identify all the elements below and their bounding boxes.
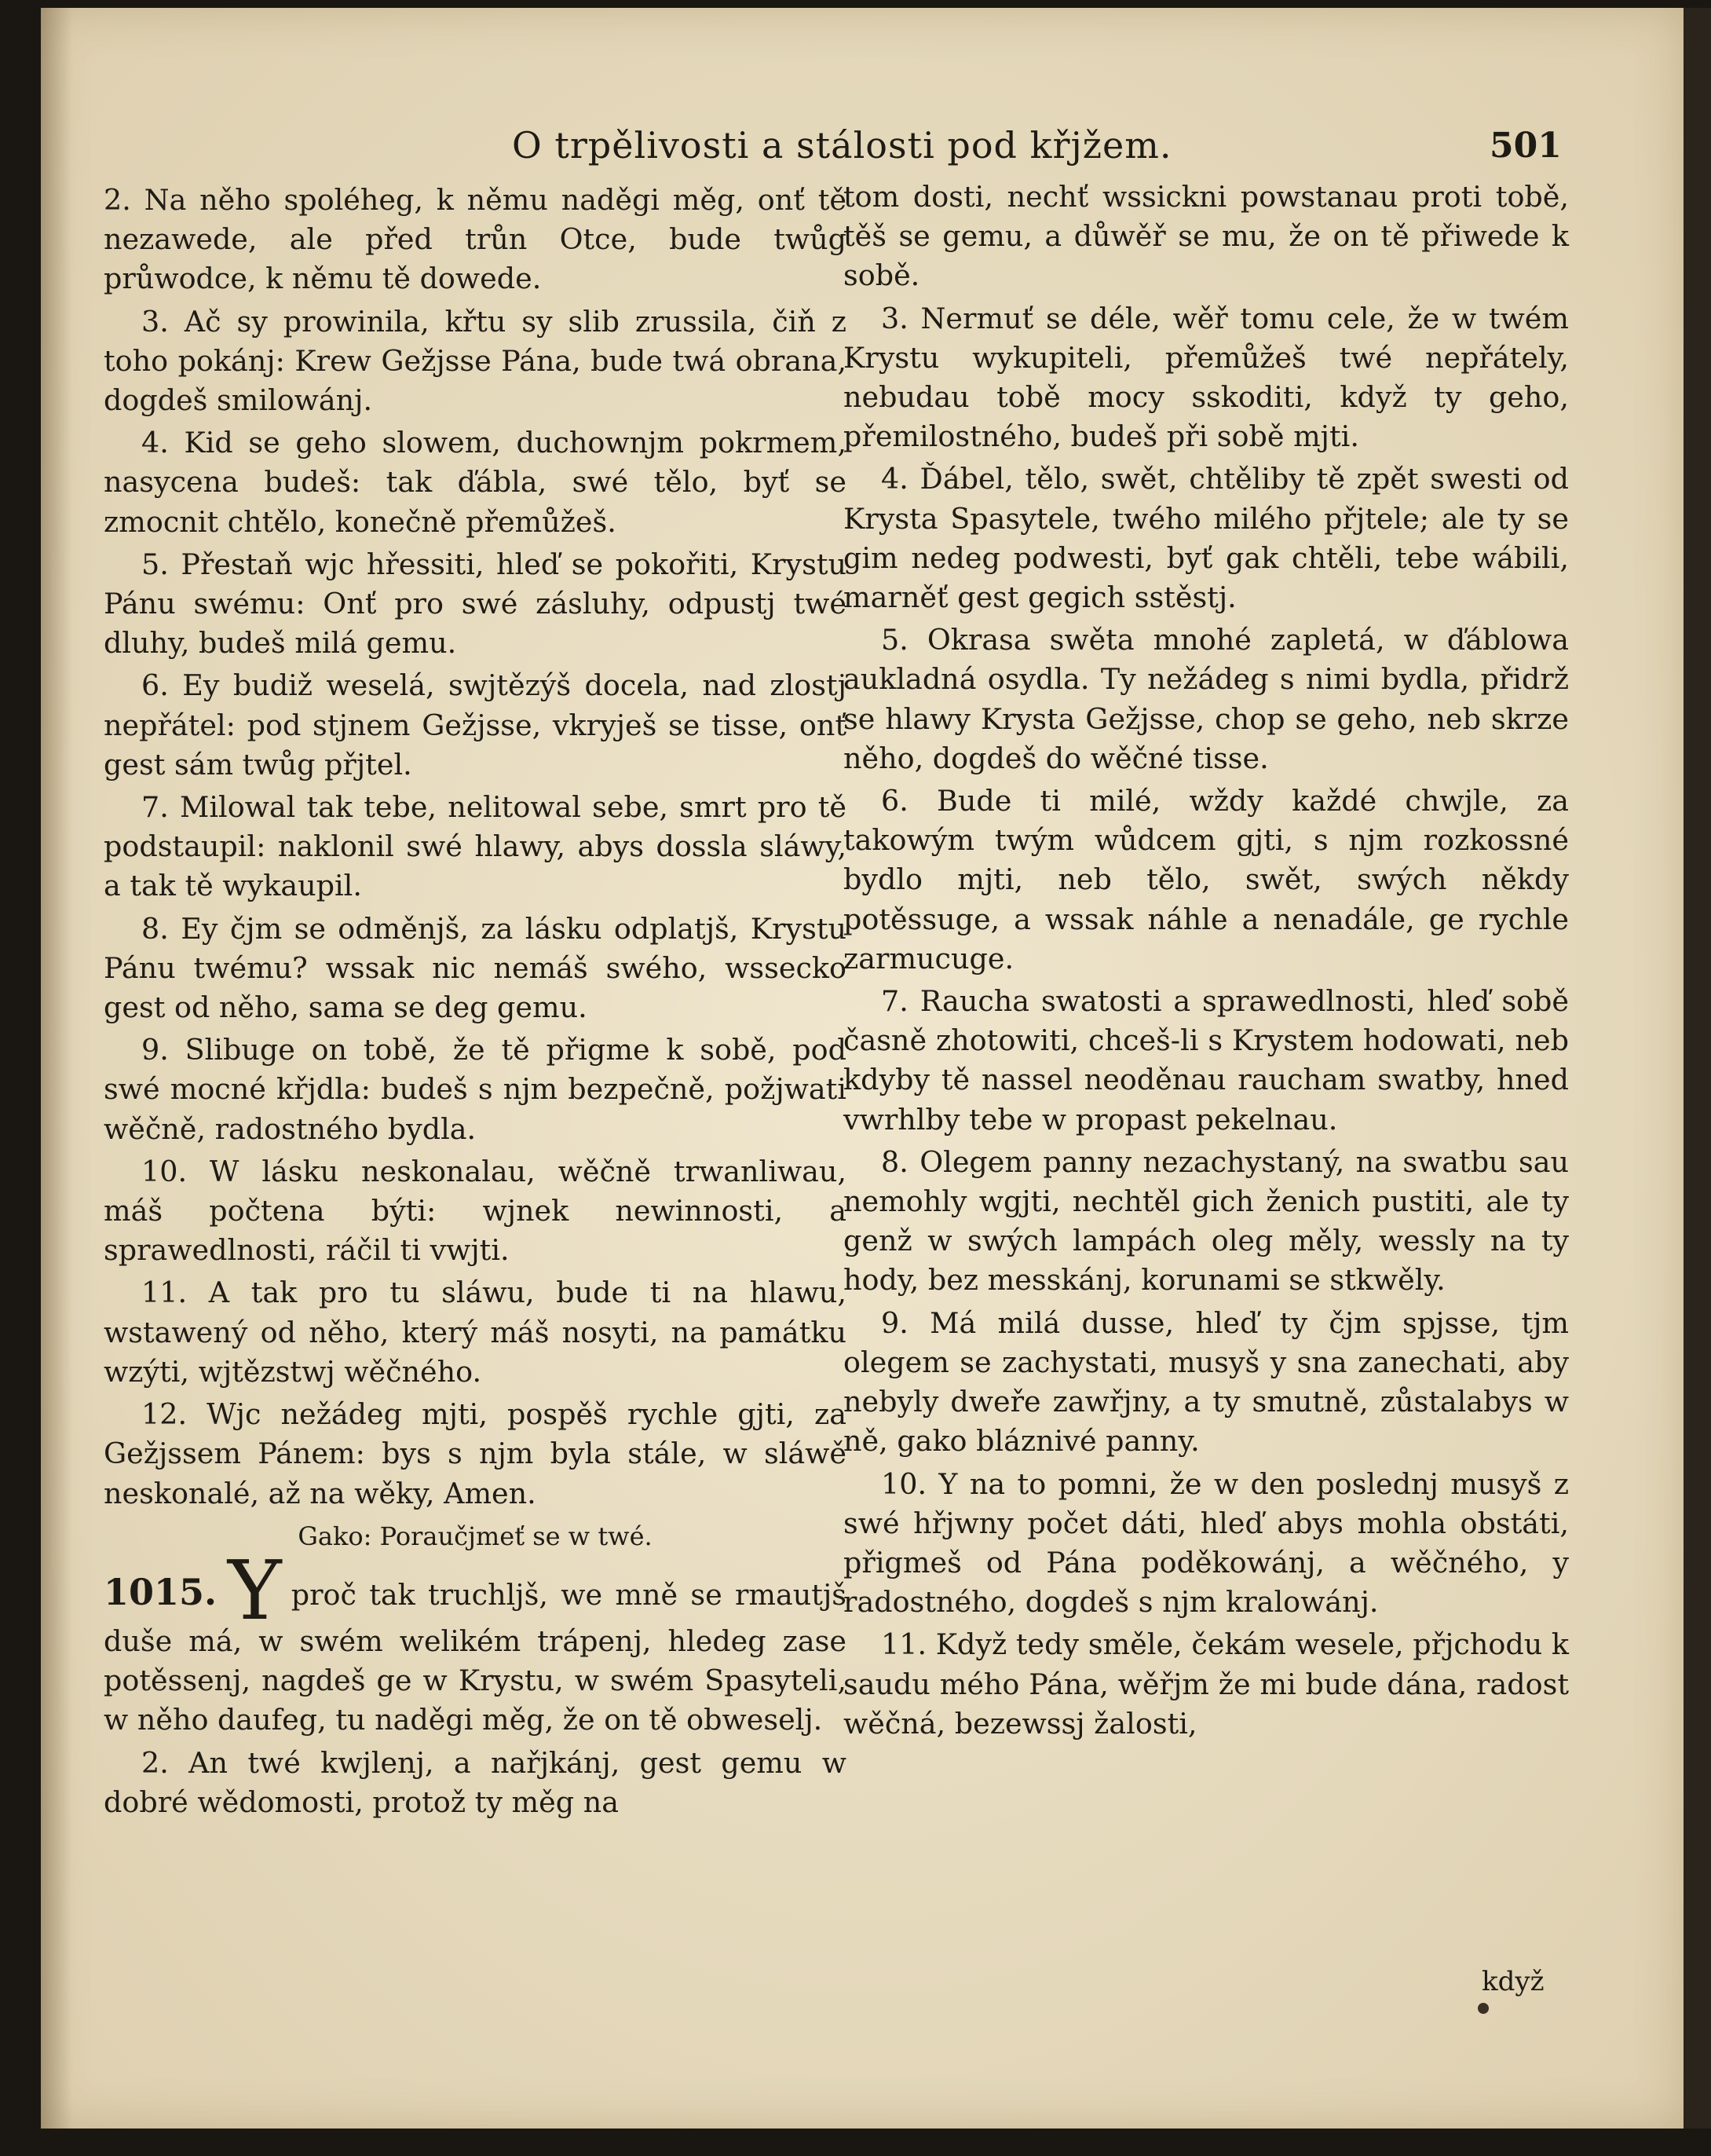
verse-7: 7. Milowal tak tebe, nelitowal sebe, smrt pro tě podstaupil: naklonil swé hlawy, abys dossla sláwy, a tak tě wykaupil. <box>104 790 846 903</box>
verse-2: 2. Na něho spoléheg, k němu naděgi měg, onť tě nezawede, ale před trůn Otce, bude twůg průwodce, k němu tě dowede. <box>104 183 846 296</box>
hymn-first-verse: proč tak truchljš, we mně se rmautjš duše má, w swém welikém trápenj, hledeg zase potěssenj, nagdeš ge w Krystu, w swém Spasyteli, w něho daufeg, tu naděgi měg, že on tě obweselj. <box>104 1577 846 1737</box>
verse-7: 7. Raucha swatosti a sprawedlnosti, hleď sobě časně zhotowiti, chceš-li s Krystem hodowati, neb kdyby tě nassel neoděnau raucham swatby, hned vwrhlby tebe w propast pekelnau. <box>843 984 1569 1137</box>
tune-line: Gako: Poraučjmeť se w twé. <box>298 1521 653 1551</box>
right-column <box>843 178 1569 1747</box>
verse-8: 8. Olegem panny nezachystaný, na swatbu sau nemohly wgjti, nechtěl gich ženich pustiti, ale ty genž w swých lampách oleg měly, wessly na ty hody, bez messkánj, korunami se stkwěly. <box>843 1144 1569 1298</box>
page-edge <box>1684 8 1711 2129</box>
left-column <box>104 181 846 1825</box>
hymn-number: 1015. <box>104 1570 218 1613</box>
hymn-start <box>104 1542 846 1741</box>
verse-4: 4. Ďábel, tělo, swět, chtěliby tě zpět swesti od Krysta Spasytele, twého milého přjtele; ale ty se gim nedeg podwesti, byť gak chtěli, tebe wábili, marněť gest gegich sstěstj. <box>843 462 1569 615</box>
binding-gutter <box>41 8 72 2129</box>
verse-11: 11. A tak pro tu sláwu, bude ti na hlawu, wstawený od něho, který máš nosyti, na památku wzýti, wjtězstwj wěčného. <box>104 1276 846 1389</box>
verse-8: 8. Ey čjm se odměnjš, za lásku odplatjš, Krystu Pánu twému? wssak nic nemáš swého, wsseckо gest od něho, sama se deg gemu. <box>104 911 846 1025</box>
drop-cap: Y <box>228 1542 282 1638</box>
ink-spot <box>1478 2003 1489 2014</box>
hymn-verse-2: 2. An twé kwjlenj, a nařjkánj, gest gemu w dobré wědomosti, protož ty měg na <box>104 1745 846 1819</box>
catchword: když <box>1482 1966 1545 1997</box>
verse-10: 10. Y na to pomni, že w den poslednj musyš z swé hřjwny počet dáti, hleď abys mohla obstáti, přigmeš od Pána poděkowánj, a wěčného, y radostného, dogdeš s njm kralowánj. <box>843 1466 1569 1620</box>
verse-3: 3. Ač sy prowinila, křtu sy slib zrussila, čiň z toho pokánj: Krew Gežjsse Pána, bude twá obrana, dogdeš smilowánj. <box>104 304 846 418</box>
verse-continuation: tom dosti, nechť wssickni powstanau proti tobě, těš se gemu, a důwěř se mu, že on tě přiwede k sobě. <box>843 180 1569 293</box>
verse-6: 6. Ey budiž weselá, swjtězýš docela, nad zlostj nepřátel: pod stjnem Gežjsse, vkryješ se tisse, onť gest sám twůg přjtel. <box>104 668 846 782</box>
verse-4: 4. Kid se geho slowem, duchownjm pokrmem, nasycena budeš: tak ďábla, swé tělo, byť se zmocnit chtělo, konečně přemůžeš. <box>104 426 846 539</box>
verse-9: 9. Slibuge on tobě, že tě přigme k sobě, pod swé mocné křjdla: budeš s njm bezpečně, požjwati wěčně, radostného bydla. <box>104 1033 846 1146</box>
book-page <box>41 8 1684 2129</box>
verse-9: 9. Má milá dusse, hleď ty čjm spjsse, tjm olegem se zachystati, musyš y sna zanechati, aby nebyly dweře zawřjny, a ty smutně, zůstalabys w ně, gako bláznivé panny. <box>843 1305 1569 1459</box>
verse-6: 6. Bude ti milé, wždy každé chwjle, za takowým twým wůdcem gjti, s njm rozkossné bydlo mjti, neb tělo, swět, swých někdy potěssuge, a wssak náhle a nenadále, ge rychle zarmucuge. <box>843 784 1569 976</box>
verse-5: 5. Přestaň wjc hřessiti, hleď se pokořiti, Krystu Pánu swému: Onť pro swé zásluhy, odpustj twé dluhy, budeš milá gemu. <box>104 547 846 661</box>
verse-11: 11. Když tedy směle, čekám wesele, přjchodu k saudu mého Pána, wěřjm že mi bude dána, radost wěčná, bezewssj žalosti, <box>843 1627 1569 1741</box>
verse-5: 5. Okrasa swěta mnohé zapletá, w ďáblowa aukladná osydla. Ty nežádeg s nimi bydla, přidrž se hlawy Krysta Gežjsse, chop se geho, neb skrze něho, dogdeš do wěčné tisse. <box>843 623 1569 775</box>
verse-3: 3. Nermuť se déle, wěř tomu cele, že w twém Krystu wykupiteli, přemůžeš twé nepřátely, nebudau tobě mocy sskoditi, když ty geho, přemilostného, budeš při sobě mjti. <box>843 301 1569 454</box>
page-number: 501 <box>1490 126 1562 166</box>
running-head: O trpělivosti a stálosti pod křjžem. <box>512 124 1172 167</box>
verse-12: 12. Wjc nežádeg mjti, pospěš rychle gjti, za Gežjssem Pánem: bys s njm byla stále, w sláwě neskonalé, až na wěky, Amen. <box>104 1397 846 1510</box>
verse-10: 10. W lásku neskonalau, wěčně trwanliwau, máš počtena býti: wjnek newinnosti, a sprawedlnosti, ráčil ti vwjti. <box>104 1154 846 1268</box>
